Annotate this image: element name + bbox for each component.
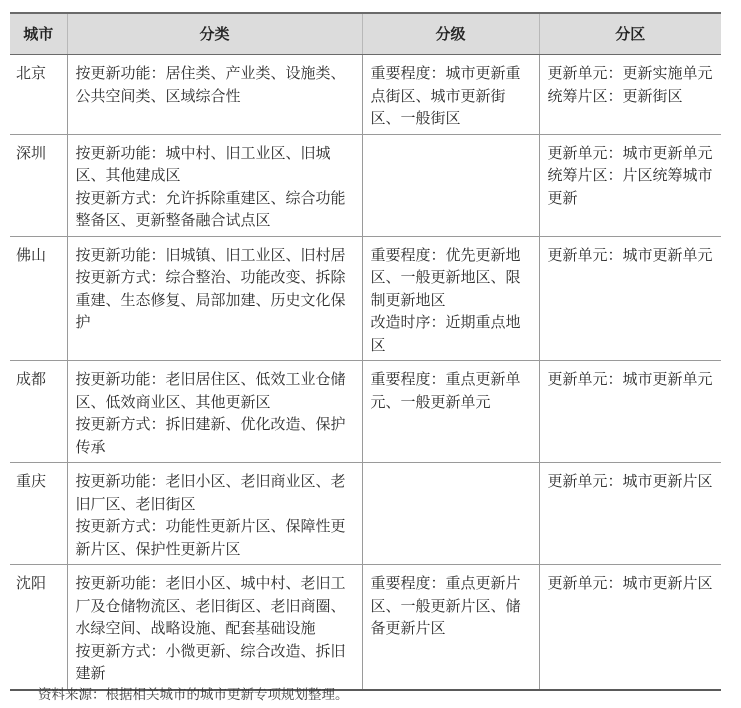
grading-cell (362, 463, 539, 565)
classification-cell: 按更新功能：老旧小区、城中村、老旧工厂及仓储物流区、老旧街区、老旧商圈、水绿空间、战略设施、配套基础设施 按更新方式：小微更新、综合改造、拆旧建新 (67, 565, 362, 690)
grading-cell: 重要程度：优先更新地区、一般更新地区、限制更新地区 改造时序：近期重点地区 (362, 236, 539, 361)
table-row (10, 55, 721, 135)
zoning-cell: 更新单元：城市更新单元 (539, 236, 721, 361)
city-cell: 北京 (10, 55, 67, 135)
city-cell: 成都 (10, 361, 67, 463)
grading-cell: 重要程度：重点更新单元、一般更新单元 (362, 361, 539, 463)
header-city: 城市 (10, 13, 67, 55)
city-cell: 深圳 (10, 134, 67, 236)
table-row (10, 361, 721, 463)
city-cell: 佛山 (10, 236, 67, 361)
grading-cell: 重要程度：重点更新片区、一般更新片区、储备更新片区 (362, 565, 539, 690)
table-body (10, 55, 721, 690)
classification-cell: 按更新功能：旧城镇、旧工业区、旧村居 按更新方式：综合整治、功能改变、拆除重建、生态修复、局部加建、历史文化保护 (67, 236, 362, 361)
table-row (10, 236, 721, 361)
table-row (10, 565, 721, 690)
zoning-cell: 更新单元：城市更新单元 (539, 361, 721, 463)
table-row (10, 463, 721, 565)
urban-renewal-table (10, 12, 721, 691)
header-zoning: 分区 (539, 13, 721, 55)
header-classification: 分类 (67, 13, 362, 55)
grading-cell (362, 134, 539, 236)
zoning-cell: 更新单元：更新实施单元 统筹片区：更新街区 (539, 55, 721, 135)
city-cell: 重庆 (10, 463, 67, 565)
classification-cell: 按更新功能：城中村、旧工业区、旧城区、其他建成区 按更新方式：允许拆除重建区、综合功能整备区、更新整备融合试点区 (67, 134, 362, 236)
classification-cell: 按更新功能：老旧居住区、低效工业仓储区、低效商业区、其他更新区 按更新方式：拆旧建新、优化改造、保护传承 (67, 361, 362, 463)
zoning-cell: 更新单元：城市更新片区 (539, 565, 721, 690)
grading-cell: 重要程度：城市更新重点街区、城市更新街区、一般街区 (362, 55, 539, 135)
header-row (10, 13, 721, 55)
source-note: 资料来源：根据相关城市的城市更新专项规划整理。 (38, 687, 349, 703)
zoning-cell: 更新单元：城市更新片区 (539, 463, 721, 565)
header-grading: 分级 (362, 13, 539, 55)
classification-cell: 按更新功能：老旧小区、老旧商业区、老旧厂区、老旧街区 按更新方式：功能性更新片区、保障性更新片区、保护性更新片区 (67, 463, 362, 565)
zoning-cell: 更新单元：城市更新单元 统筹片区：片区统筹城市更新 (539, 134, 721, 236)
table-header (10, 13, 721, 55)
city-cell: 沈阳 (10, 565, 67, 690)
table-row (10, 134, 721, 236)
classification-cell: 按更新功能：居住类、产业类、设施类、公共空间类、区域综合性 (67, 55, 362, 135)
